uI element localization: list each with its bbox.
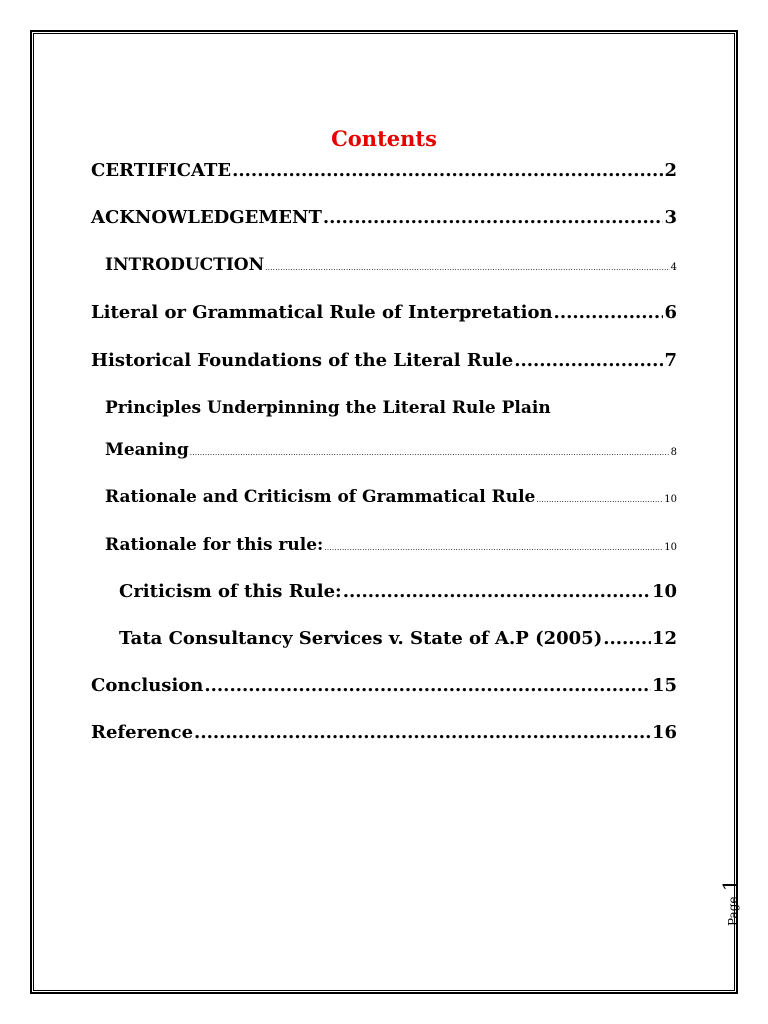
dot-leader — [324, 544, 663, 552]
toc-entry-label: ACKNOWLEDGEMENT — [91, 207, 322, 228]
toc-entry-label: Rationale for this rule: — [105, 535, 324, 555]
toc-entry-label: Literal or Grammatical Rule of Interpretation — [91, 302, 553, 323]
toc-entry-label: INTRODUCTION — [105, 255, 265, 275]
toc-entry-introduction[interactable] — [105, 255, 677, 275]
toc-entry-page: 12 — [651, 628, 677, 649]
toc-entry-label: Conclusion — [91, 675, 204, 696]
dot-leader — [554, 302, 664, 323]
toc-entry-page: 2 — [664, 160, 677, 181]
toc-entry-label: Tata Consultancy Services v. State of A.P (2005) — [119, 628, 603, 649]
toc-entry-page: 10 — [664, 542, 677, 553]
toc-entry-criticism[interactable] — [119, 581, 677, 602]
toc-entry-literal-rule[interactable] — [91, 302, 677, 323]
toc-entry-page: 10 — [664, 494, 677, 505]
dot-leader — [265, 264, 669, 272]
toc-entry-page: 7 — [664, 350, 677, 371]
toc-entry-principles[interactable] — [105, 440, 677, 460]
toc-entry-acknowledgement[interactable] — [91, 207, 677, 228]
toc-entry-label: Historical Foundations of the Literal Rule — [91, 350, 514, 371]
toc-entry-tata-case[interactable] — [119, 628, 677, 649]
toc-entry-label: CERTIFICATE — [91, 160, 232, 181]
toc-entry-principles-line1[interactable]: Principles Underpinning the Literal Rule Plain — [105, 398, 551, 418]
dot-leader — [323, 207, 664, 228]
toc-entry-page: 16 — [651, 722, 677, 743]
dot-leader — [514, 350, 663, 371]
toc-entry-label: Meaning — [105, 440, 189, 460]
toc-entry-page: 8 — [670, 447, 677, 458]
toc-entry-historical-foundations[interactable] — [91, 350, 677, 371]
toc-entry-rationale-criticism[interactable] — [105, 487, 677, 507]
toc-entry-page: 3 — [664, 207, 677, 228]
dot-leader — [232, 160, 663, 181]
page-label: Page — [726, 896, 740, 926]
dot-leader — [603, 628, 651, 649]
dot-leader — [190, 449, 670, 457]
page-number: 1 — [718, 878, 742, 892]
contents-title: Contents — [331, 126, 437, 151]
toc-entry-conclusion[interactable] — [91, 675, 677, 696]
toc-entry-certificate[interactable] — [91, 160, 677, 181]
toc-entry-page: 10 — [651, 581, 677, 602]
dot-leader — [194, 722, 651, 743]
toc-entry-page: 4 — [670, 262, 677, 273]
dot-leader — [536, 496, 663, 504]
page-footer — [712, 878, 752, 928]
toc-entry-label: Reference — [91, 722, 194, 743]
page-footer-text — [718, 879, 742, 926]
toc-entry-page: 6 — [664, 302, 677, 323]
toc-entry-label: Criticism of this Rule: — [119, 581, 342, 602]
toc-entry-reference[interactable] — [91, 722, 677, 743]
toc-entry-page: 15 — [651, 675, 677, 696]
dot-leader — [204, 675, 651, 696]
dot-leader — [343, 581, 651, 602]
toc-entry-rationale[interactable] — [105, 535, 677, 555]
toc-entry-label: Rationale and Criticism of Grammatical Rule — [105, 487, 536, 507]
